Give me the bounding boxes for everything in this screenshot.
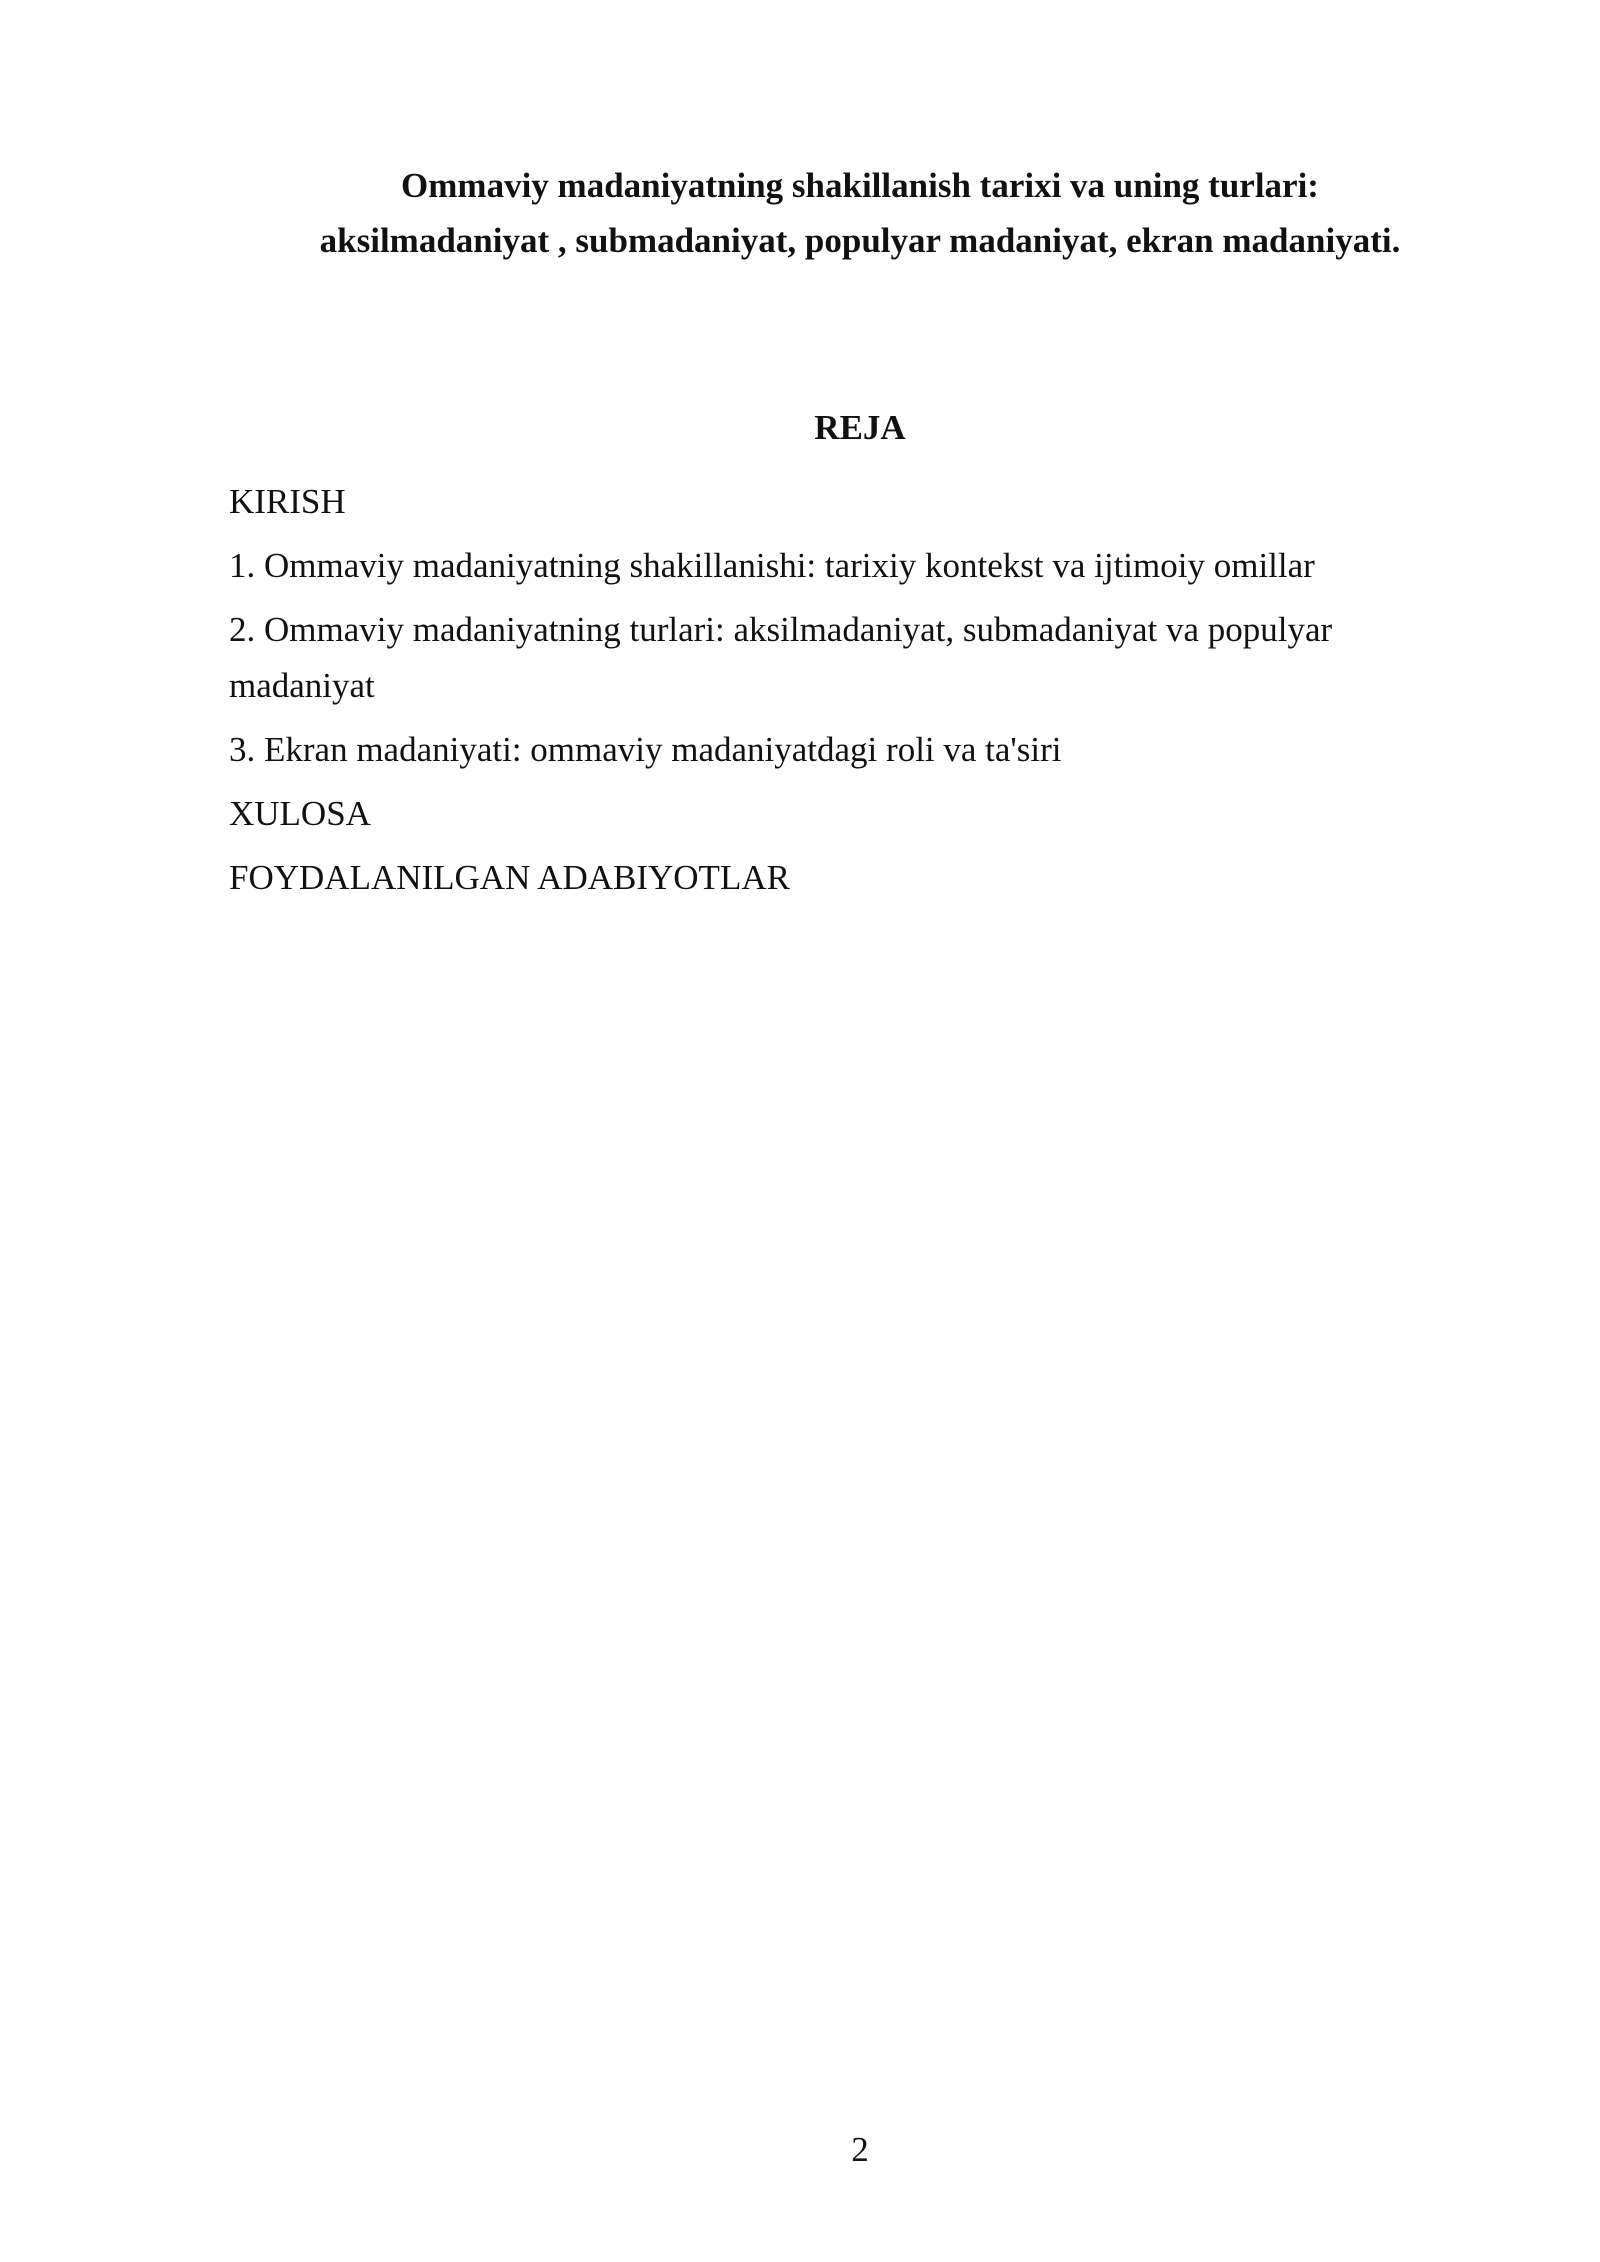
toc-item-3: 3. Ekran madaniyati: ommaviy madaniyatdagi roli va ta'siri: [229, 730, 1062, 769]
plan-heading: REJA: [814, 408, 906, 447]
toc-item-1: 1. Ommaviy madaniyatning shakillanishi: tarixiy kontekst va ijtimoiy omillar: [229, 546, 1315, 585]
toc-item-references: FOYDALANILGAN ADABIYOTLAR: [229, 858, 790, 897]
table-of-contents: [229, 474, 1429, 914]
toc-item-intro: KIRISH: [229, 482, 346, 521]
title-line-2: aksilmadaniyat , submadaniyat, populyar madaniyat, ekran madaniyati.: [319, 221, 1401, 260]
page-number: 2: [851, 2130, 869, 2169]
toc-item-2: 2. Ommaviy madaniyatning turlari: aksilmadaniyat, submadaniyat va populyar madaniyat: [229, 610, 1333, 705]
toc-item-conclusion: XULOSA: [229, 794, 371, 833]
title-line-1: Ommaviy madaniyatning shakillanish tarixi va uning turlari:: [401, 166, 1319, 205]
document-title: [200, 158, 1520, 268]
